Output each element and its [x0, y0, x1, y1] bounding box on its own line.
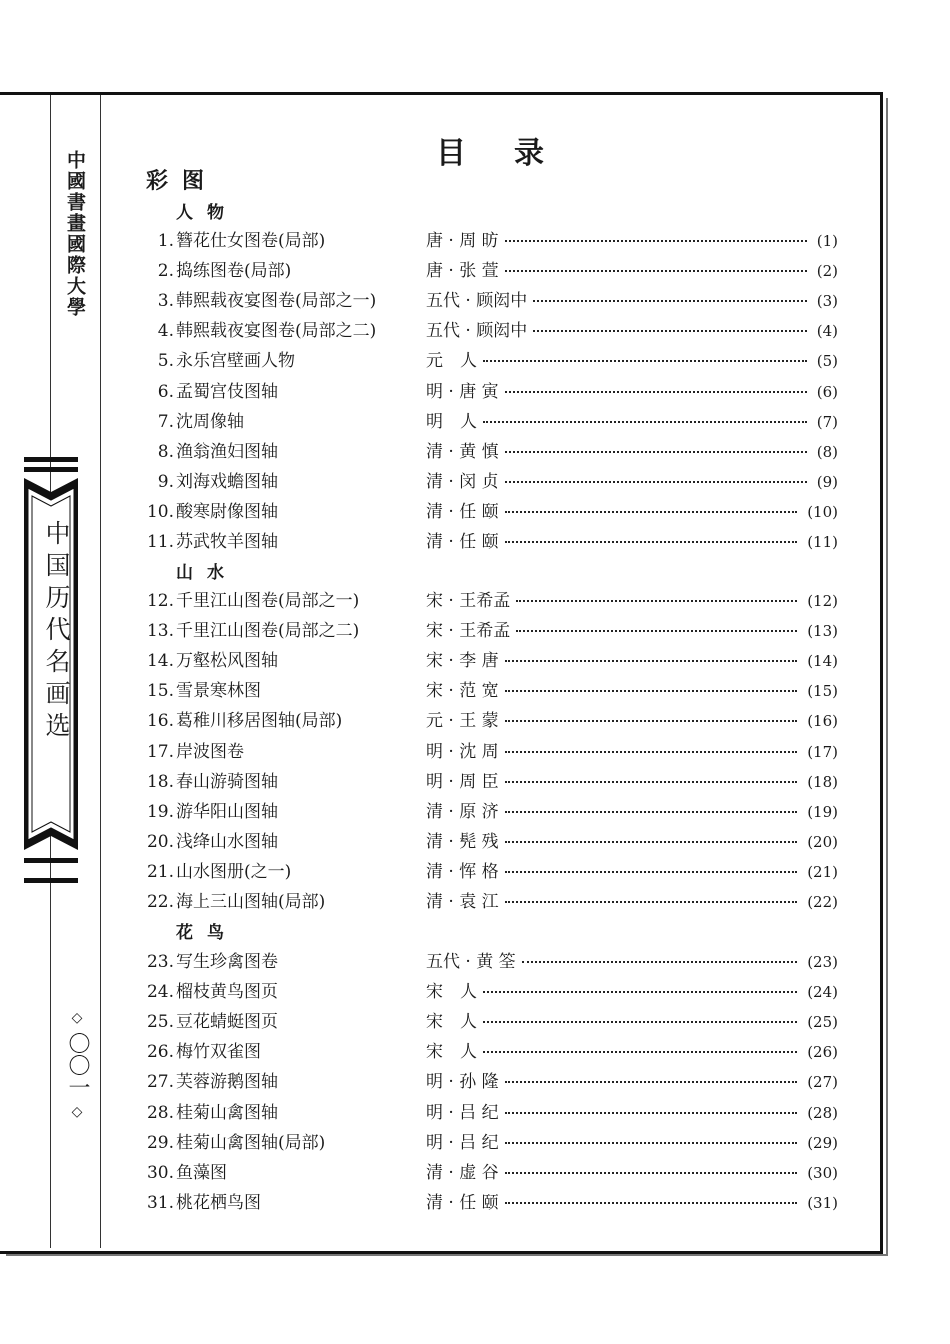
subsection-heading: 人物: [176, 203, 238, 223]
dot-leader: [505, 720, 797, 722]
dot-leader: [505, 751, 797, 753]
entry-title: 海上三山图轴(局部): [176, 892, 326, 912]
entry-artist: 明 · 周 臣: [426, 771, 499, 792]
entry-number: 19.: [146, 801, 174, 822]
dot-leader: [505, 391, 807, 393]
entry-page: (16): [807, 712, 838, 731]
toc-entry[interactable]: [0, 797, 880, 827]
entry-title: 渔翁渔妇图轴: [176, 441, 278, 462]
entry-page: (26): [807, 1043, 838, 1062]
series-title: 中国历代名画选: [42, 520, 71, 744]
entry-title: 沈周像轴: [176, 411, 244, 432]
entry-title: 豆花蜻蜓图页: [176, 1012, 278, 1033]
dot-leader: [505, 841, 797, 843]
page-number-text: 〇〇一: [65, 1032, 90, 1098]
entry-title: 芙蓉游鹅图轴: [176, 1072, 278, 1093]
subsection-heading: 花鸟: [176, 923, 238, 943]
toc-entry[interactable]: [0, 1037, 880, 1067]
dot-leader: [522, 961, 797, 963]
toc-entry[interactable]: [0, 947, 880, 977]
toc-entry[interactable]: [0, 346, 880, 376]
entry-page: (10): [807, 502, 838, 521]
entry-page: (4): [816, 322, 838, 341]
entry-artist: 明 · 吕 纪: [426, 1132, 499, 1153]
entry-artist: 宋 人: [426, 1042, 477, 1063]
entry-number: 30.: [146, 1162, 174, 1183]
dot-leader: [505, 1112, 797, 1114]
entry-page: (30): [807, 1163, 838, 1182]
entry-artist: 明 · 沈 周: [426, 741, 499, 762]
dot-leader: [505, 270, 807, 272]
entry-artist: 五代 · 黄 筌: [426, 952, 516, 972]
entry-title: 万壑松风图轴: [176, 651, 278, 672]
entry-page: (22): [807, 893, 838, 911]
entry-artist: 宋 人: [426, 1012, 477, 1033]
entry-number: 23.: [146, 952, 174, 972]
entry-title: 浅绛山水图轴: [176, 831, 278, 852]
toc-entry[interactable]: [0, 767, 880, 797]
entry-title: 韩熙载夜宴图卷(局部之一): [176, 291, 377, 312]
toc-entry[interactable]: [0, 437, 880, 467]
entry-page: (17): [807, 742, 838, 761]
entry-artist: 清 · 髡 残: [426, 831, 499, 852]
entry-number: 1.: [157, 231, 174, 251]
entry-number: 13.: [146, 621, 174, 642]
entry-page: (5): [816, 352, 838, 371]
toc-title: 目录: [436, 136, 592, 171]
entry-title: 梅竹双雀图: [176, 1042, 261, 1063]
diamond-icon: ◇: [71, 1104, 83, 1120]
entry-artist: 宋 · 王希孟: [426, 621, 511, 642]
entry-title: 山水图册(之一): [176, 861, 292, 882]
entry-artist: 明 · 吕 纪: [426, 1102, 499, 1123]
entry-number: 10.: [146, 501, 174, 522]
entry-title: 孟蜀宫伎图轴: [176, 381, 278, 402]
entry-page: (29): [807, 1133, 838, 1152]
entry-artist: 清 · 恽 格: [426, 861, 499, 882]
entry-artist: 宋 · 李 唐: [426, 651, 499, 672]
entry-number: 7.: [157, 411, 174, 432]
entry-page: (13): [807, 622, 838, 641]
section-heading: 彩图: [146, 169, 219, 194]
entry-artist: 元 · 王 蒙: [426, 711, 499, 732]
dot-leader: [533, 300, 807, 302]
entry-number: 12.: [146, 591, 174, 611]
toc-entry[interactable]: [0, 676, 880, 706]
dot-leader: [483, 1051, 797, 1053]
toc-entry[interactable]: [0, 1128, 880, 1158]
entry-artist: 清 · 任 颐: [426, 1192, 499, 1213]
entry-page: (9): [816, 472, 838, 491]
entry-page: (14): [807, 652, 838, 671]
entry-title: 游华阳山图轴: [176, 801, 278, 822]
dot-leader: [483, 991, 797, 993]
entry-page: (2): [816, 262, 838, 281]
entry-artist: 清 · 任 颐: [426, 501, 499, 522]
toc-entry[interactable]: [0, 1098, 880, 1128]
entry-title: 刘海戏蟾图轴: [176, 471, 278, 492]
dot-leader: [516, 600, 797, 602]
dot-leader: [533, 330, 807, 332]
entry-page: (31): [807, 1193, 838, 1212]
entry-page: (19): [807, 802, 838, 821]
dot-leader: [505, 451, 807, 453]
entry-number: 5.: [157, 351, 174, 372]
entry-page: (15): [807, 682, 838, 701]
entry-artist: 明 人: [426, 411, 477, 432]
entry-title: 桂菊山禽图轴(局部): [176, 1132, 326, 1153]
entry-artist: 宋 · 王希孟: [426, 591, 511, 611]
entry-title: 永乐宫壁画人物: [176, 351, 295, 372]
toc-entry[interactable]: [0, 646, 880, 676]
dot-leader: [483, 421, 807, 423]
dot-leader: [505, 1202, 797, 1204]
entry-number: 20.: [146, 831, 174, 852]
entry-page: (1): [816, 232, 838, 250]
dot-leader: [505, 901, 797, 903]
toc-entry[interactable]: [0, 467, 880, 497]
entry-number: 6.: [157, 381, 174, 402]
entry-page: (24): [807, 983, 838, 1002]
dot-leader: [505, 541, 797, 543]
entry-number: 31.: [146, 1192, 174, 1213]
entry-number: 24.: [146, 982, 174, 1003]
entry-number: 18.: [146, 771, 174, 792]
entry-page: (18): [807, 772, 838, 791]
toc-entry[interactable]: [0, 377, 880, 407]
entry-page: (25): [807, 1013, 838, 1032]
entry-title: 葛稚川移居图轴(局部): [176, 711, 343, 732]
entry-artist: 明 · 孙 隆: [426, 1072, 499, 1093]
entry-number: 29.: [146, 1132, 174, 1153]
entry-artist: 五代 · 顾闳中: [426, 321, 528, 342]
entry-title: 春山游骑图轴: [176, 771, 278, 792]
entry-number: 21.: [146, 861, 174, 882]
dot-leader: [505, 1172, 797, 1174]
dot-leader: [505, 240, 807, 242]
dot-leader: [505, 511, 797, 513]
entry-title: 韩熙载夜宴图卷(局部之二): [176, 321, 377, 342]
entry-number: 3.: [157, 291, 174, 312]
entry-number: 16.: [146, 711, 174, 732]
dot-leader: [516, 630, 797, 632]
entry-number: 28.: [146, 1102, 174, 1123]
entry-title: 捣练图卷(局部): [176, 261, 292, 282]
entry-number: 22.: [146, 892, 174, 912]
toc-entry[interactable]: [0, 1188, 880, 1218]
entry-page: (23): [807, 953, 838, 971]
entry-title: 千里江山图卷(局部之一): [176, 591, 360, 611]
entry-title: 酸寒尉像图轴: [176, 501, 278, 522]
toc-entry[interactable]: [0, 616, 880, 646]
entry-page: (3): [816, 292, 838, 311]
entry-artist: 唐 · 周 昉: [426, 231, 499, 251]
toc-entry[interactable]: [0, 286, 880, 316]
toc-entry[interactable]: [0, 1067, 880, 1097]
entry-page: (11): [807, 533, 838, 551]
entry-title: 桂菊山禽图轴: [176, 1102, 278, 1123]
entry-artist: 清 · 黄 慎: [426, 441, 499, 462]
diamond-icon: ◇: [71, 1010, 83, 1026]
toc-entry[interactable]: [0, 1158, 880, 1188]
entry-number: 27.: [146, 1072, 174, 1093]
entry-title: 岸波图卷: [176, 741, 244, 762]
entry-artist: 五代 · 顾闳中: [426, 291, 528, 312]
toc-entry[interactable]: [0, 226, 880, 256]
dot-leader: [483, 360, 807, 362]
toc-entry[interactable]: [0, 827, 880, 857]
entry-title: 千里江山图卷(局部之二): [176, 621, 360, 642]
toc-entry[interactable]: [0, 887, 880, 917]
toc-entry[interactable]: [0, 527, 880, 557]
subsection-heading: 山水: [176, 563, 238, 583]
entry-number: 15.: [146, 681, 174, 702]
entry-artist: 清 · 袁 江: [426, 892, 499, 912]
entry-number: 2.: [157, 261, 174, 282]
dot-leader: [505, 481, 807, 483]
entry-title: 苏武牧羊图轴: [176, 532, 278, 552]
school-name: 中國書畫國際大學: [64, 150, 86, 318]
dot-leader: [505, 690, 797, 692]
entry-artist: 宋 · 范 宽: [426, 681, 499, 702]
entry-number: 8.: [157, 441, 174, 462]
entry-artist: 元 人: [426, 351, 477, 372]
entry-page: (27): [807, 1073, 838, 1092]
dot-leader: [505, 1081, 797, 1083]
entry-page: (21): [807, 862, 838, 881]
entry-number: 9.: [157, 471, 174, 492]
toc-entry[interactable]: [0, 316, 880, 346]
entry-number: 11.: [146, 532, 174, 552]
entry-number: 4.: [157, 321, 174, 342]
dot-leader: [505, 871, 797, 873]
entry-artist: 唐 · 张 萱: [426, 261, 499, 282]
entry-artist: 清 · 虚 谷: [426, 1162, 499, 1183]
toc-entry[interactable]: [0, 256, 880, 286]
entry-number: 26.: [146, 1042, 174, 1063]
toc-entry[interactable]: [0, 497, 880, 527]
entry-page: (7): [816, 412, 838, 431]
dot-leader: [505, 811, 797, 813]
entry-number: 25.: [146, 1012, 174, 1033]
entry-page: (6): [816, 382, 838, 401]
entry-title: 雪景寒林图: [176, 681, 261, 702]
toc-entry[interactable]: [0, 737, 880, 767]
entry-number: 14.: [146, 651, 174, 672]
entry-title: 鱼藻图: [176, 1162, 227, 1183]
toc-entry[interactable]: [0, 407, 880, 437]
toc-entry[interactable]: [0, 857, 880, 887]
entry-page: (12): [807, 592, 838, 610]
dot-leader: [483, 1021, 797, 1023]
dot-leader: [505, 660, 797, 662]
entry-artist: 清 · 闵 贞: [426, 471, 499, 492]
toc-entry[interactable]: [0, 706, 880, 736]
entry-artist: 清 · 原 济: [426, 801, 499, 822]
entry-artist: 宋 人: [426, 982, 477, 1003]
entry-page: (28): [807, 1103, 838, 1122]
entry-page: (8): [816, 442, 838, 461]
entry-title: 桃花栖鸟图: [176, 1192, 261, 1213]
entry-artist: 清 · 任 颐: [426, 532, 499, 552]
dot-leader: [505, 781, 797, 783]
entry-title: 榴枝黄鸟图页: [176, 982, 278, 1003]
toc-entry[interactable]: [0, 1007, 880, 1037]
entry-artist: 明 · 唐 寅: [426, 381, 499, 402]
entry-title: 写生珍禽图卷: [176, 952, 278, 972]
entry-number: 17.: [146, 741, 174, 762]
toc-entry[interactable]: [0, 586, 880, 616]
entry-title: 簪花仕女图卷(局部): [176, 231, 326, 251]
dot-leader: [505, 1142, 797, 1144]
entry-page: (20): [807, 832, 838, 851]
toc-entry[interactable]: [0, 977, 880, 1007]
